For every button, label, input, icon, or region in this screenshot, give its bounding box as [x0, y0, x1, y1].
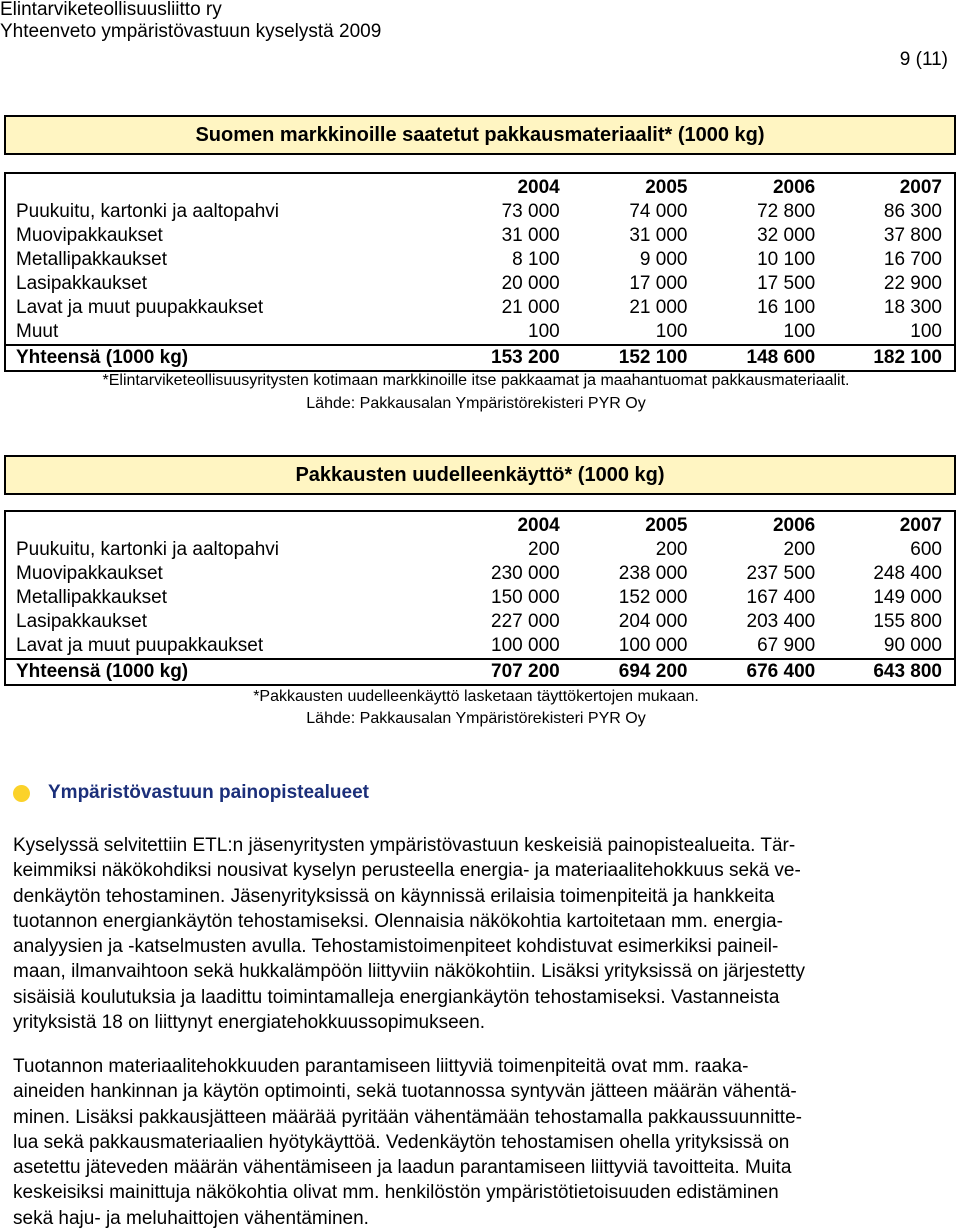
paragraph-line: asetettu jäteveden määrän vähentämiseen ja laadun parantamiseen liittyviä tavoitteita. Muita	[13, 1157, 792, 1179]
table-row	[5, 634, 955, 659]
total-value-cell: 676 400	[699, 659, 827, 685]
table-row	[5, 562, 955, 586]
table1-footnote: *Elintarviketeollisuusyritysten kotimaan markkinoille itse pakkaamat ja maahantuomat pakkausmateriaalit.	[102, 372, 850, 389]
paragraph-line: keskeisiksi mainittuja näkökohtia olivat mm. henkilöstön ympäristötietoisuuden edistäminen	[13, 1182, 779, 1204]
value-cell: 248 400	[873, 563, 942, 584]
value-cell: 67 900	[757, 635, 816, 656]
row-label: Lasipakkaukset	[16, 273, 147, 294]
value-cell: 8 100	[512, 249, 560, 270]
value-cell: 73 000	[501, 201, 560, 222]
year-header: 2005	[645, 177, 688, 198]
value-cell: 74 000	[629, 201, 688, 222]
table1-title: Suomen markkinoille saatetut pakkausmateriaalit* (1000 kg)	[4, 115, 956, 155]
row-label: Lavat ja muut puupakkaukset	[16, 635, 264, 656]
paragraph-line: keimmiksi näkökohdiksi nousivat kyselyn perusteella energia- ja materiaalitehokkuus sekä ve-	[13, 860, 801, 882]
value-cell: 200	[528, 539, 560, 560]
paragraph-line: sisäisiä koulutuksia ja laadittu toimintamalleja energiankäytön tehostamiseksi. Vastanneista	[13, 986, 780, 1008]
header-empty-cell	[5, 173, 444, 200]
organization-name: Elintarviketeollisuusliitto ry	[0, 0, 222, 20]
total-value-cell: 153 200	[444, 345, 572, 371]
value-cell: 203 400	[746, 611, 816, 632]
row-label: Muovipakkaukset	[16, 563, 163, 584]
table-row	[5, 538, 955, 562]
paragraph-line: aineiden hankinnan ja käytön optimointi, sekä tuotannossa syntyvän jätteen määrän vähentä-	[13, 1081, 797, 1103]
paragraph-2	[13, 1054, 938, 1231]
value-cell: 167 400	[746, 587, 816, 608]
value-cell: 86 300	[883, 201, 942, 222]
value-cell: 20 000	[501, 273, 560, 294]
value-cell: 149 000	[873, 587, 942, 608]
value-cell: 237 500	[746, 563, 816, 584]
table-row	[5, 248, 955, 272]
paragraph-line: Kyselyssä selvitettiin ETL:n jäsenyritysten ympäristövastuun keskeisiä painopistealueita. Tär-	[13, 835, 796, 856]
value-cell: 100	[528, 321, 560, 342]
total-row	[5, 659, 955, 685]
value-cell: 100 000	[491, 635, 560, 656]
row-label: Metallipakkaukset	[16, 587, 168, 608]
paragraph-line: Tuotannon materiaalitehokkuuden parantamiseen liittyviä toimenpiteitä ovat mm. raaka-	[13, 1056, 749, 1077]
table-row	[5, 586, 955, 610]
document-title: Yhteenveto ympäristövastuun kyselystä 2009	[0, 21, 382, 42]
paragraph-line: maan, ilmanvaihtoon sekä hukkalämpöön liittyviin näkökohtiin. Lisäksi yrityksissä on järjestetty	[13, 961, 806, 983]
total-value-cell: 707 200	[444, 659, 572, 685]
value-cell: 17 500	[757, 273, 816, 294]
value-cell: 31 000	[501, 225, 560, 246]
value-cell: 200	[655, 539, 688, 560]
row-label: Puukuitu, kartonki ja aaltopahvi	[16, 201, 279, 222]
table2-title: Pakkausten uudelleenkäyttö* (1000 kg)	[4, 455, 956, 495]
value-cell: 152 000	[618, 587, 688, 608]
value-cell: 100	[655, 321, 688, 342]
total-value-cell: 148 600	[699, 345, 827, 371]
table-row	[5, 224, 955, 248]
year-header: 2005	[645, 515, 688, 536]
value-cell: 227 000	[491, 611, 560, 632]
table-row	[5, 320, 955, 345]
row-label: Puukuitu, kartonki ja aaltopahvi	[16, 539, 279, 560]
value-cell: 16 100	[757, 297, 816, 318]
total-row	[5, 345, 955, 371]
value-cell: 100 000	[618, 635, 688, 656]
row-label: Metallipakkaukset	[16, 249, 168, 270]
paragraph-line: yrityksistä 18 on liittynyt energiatehokkuussopimukseen.	[13, 1012, 486, 1034]
paragraph-line: minen. Lisäksi pakkausjätteen määrää pyritään vähentämään tehostamalla pakkaussuunnitte-	[13, 1106, 802, 1128]
table-row	[5, 610, 955, 634]
value-cell: 37 800	[883, 225, 942, 246]
paragraph-line: denkäytön tehostaminen. Jäsenyrityksissä on käynnissä erilaisia toimenpiteitä ja hankkeita	[13, 885, 775, 907]
value-cell: 10 100	[757, 249, 816, 270]
year-header: 2006	[772, 515, 816, 536]
value-cell: 21 000	[629, 297, 688, 318]
year-header-row	[5, 173, 955, 200]
value-cell: 200	[783, 539, 816, 560]
value-cell: 150 000	[491, 587, 560, 608]
paragraph-line: sekä haju- ja meluhaittojen vähentäminen.	[13, 1207, 369, 1229]
header-empty-cell	[5, 511, 444, 538]
row-label: Lavat ja muut puupakkaukset	[16, 297, 264, 318]
value-cell: 90 000	[883, 635, 942, 656]
paragraph-line: tuotannon energiankäytön tehostamiseksi. Olennaisia näkökohtia kartoitetaan mm. energia-	[13, 910, 783, 932]
value-cell: 100	[783, 321, 816, 342]
total-label: Yhteensä (1000 kg)	[5, 345, 444, 371]
total-value-cell: 694 200	[572, 659, 700, 685]
bullet-icon	[13, 785, 30, 802]
year-header: 2004	[517, 177, 560, 198]
value-cell: 22 900	[883, 273, 942, 294]
value-cell: 31 000	[629, 225, 688, 246]
paragraph-line: lua sekä pakkausmateriaalien hyötykäyttöä. Vedenkäytön tehostamisen ohella yrityksissä on	[13, 1131, 790, 1153]
row-label: Lasipakkaukset	[16, 611, 147, 632]
value-cell: 72 800	[757, 201, 816, 222]
table1-source: Lähde: Pakkausalan Ympäristörekisteri PYR Oy	[306, 395, 646, 412]
year-header-row	[5, 511, 955, 538]
value-cell: 18 300	[883, 297, 942, 318]
value-cell: 9 000	[639, 249, 688, 270]
year-header: 2006	[772, 177, 816, 198]
value-cell: 16 700	[883, 249, 942, 270]
total-label: Yhteensä (1000 kg)	[5, 659, 444, 685]
value-cell: 238 000	[618, 563, 688, 584]
table2-source: Lähde: Pakkausalan Ympäristörekisteri PYR Oy	[306, 710, 646, 727]
total-value-cell: 152 100	[572, 345, 700, 371]
packaging-materials-table	[4, 172, 956, 372]
table-row	[5, 200, 955, 224]
packaging-reuse-table	[4, 510, 956, 686]
page-number: 9 (11)	[899, 49, 948, 70]
value-cell: 21 000	[501, 297, 560, 318]
paragraph-line: analyysien ja -katselmusten avulla. Tehostamistoimenpiteet kohdistuvat esimerkiksi paineil-	[13, 936, 779, 958]
row-label: Muovipakkaukset	[16, 225, 163, 246]
total-value-cell: 643 800	[827, 659, 955, 685]
paragraph-1	[13, 833, 938, 1035]
year-header: 2007	[899, 177, 942, 198]
value-cell: 155 800	[873, 611, 942, 632]
value-cell: 600	[910, 539, 942, 560]
table-row	[5, 272, 955, 296]
value-cell: 17 000	[629, 273, 688, 294]
table-row	[5, 296, 955, 320]
row-label: Muut	[16, 321, 59, 342]
value-cell: 32 000	[757, 225, 816, 246]
total-value-cell: 182 100	[827, 345, 955, 371]
year-header: 2007	[899, 515, 942, 536]
value-cell: 204 000	[618, 611, 688, 632]
year-header: 2004	[517, 515, 560, 536]
table2-footnote: *Pakkausten uudelleenkäyttö lasketaan täyttökertojen mukaan.	[253, 688, 699, 705]
value-cell: 230 000	[491, 563, 560, 584]
value-cell: 100	[910, 321, 942, 342]
section-heading: Ympäristövastuun painopistealueet	[48, 782, 369, 803]
